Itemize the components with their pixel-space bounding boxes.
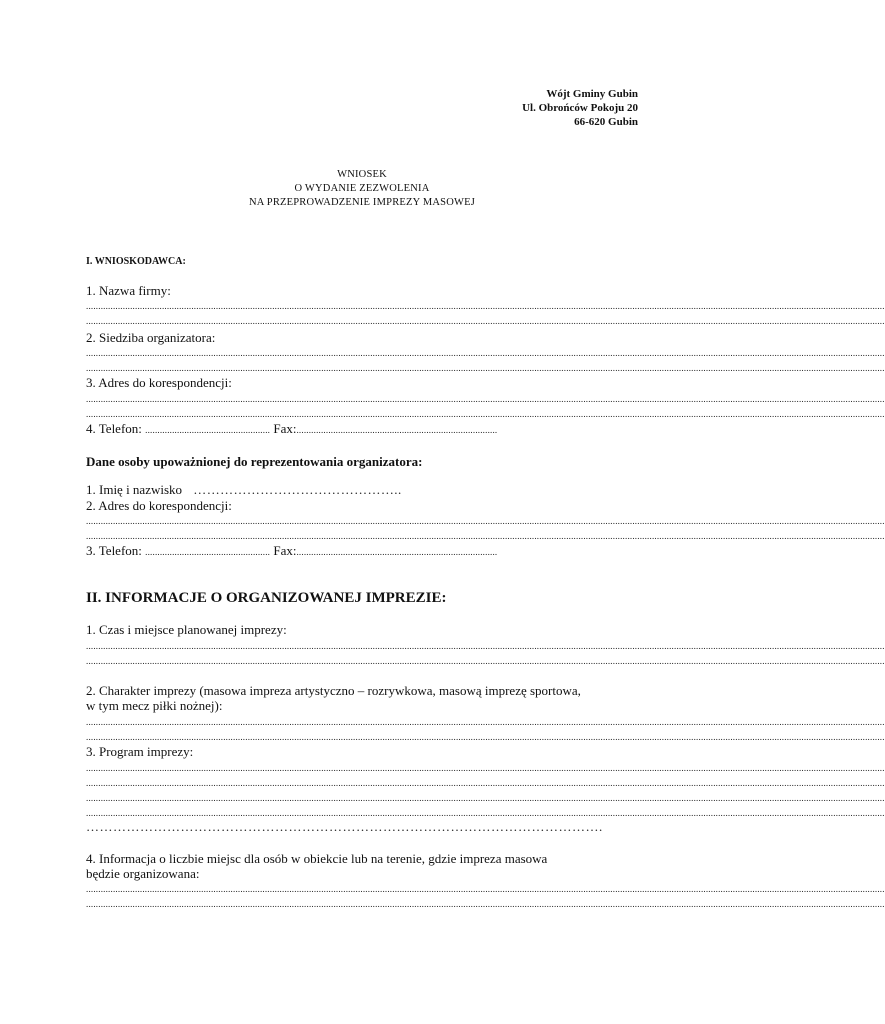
event-character-field-1[interactable]: ...................................................................................................................................................................................................................................................................................................................................... <box>86 717 885 727</box>
program-field-2[interactable]: ...................................................................................................................................................................................................................................................................................................................................... <box>86 778 885 788</box>
event-character-field-2[interactable]: ...................................................................................................................................................................................................................................................................................................................................... <box>86 732 885 742</box>
seats-info-field-2[interactable]: ...................................................................................................................................................................................................................................................................................................................................... <box>86 899 885 909</box>
recipient-name: Wójt Gminy Gubin <box>546 88 638 100</box>
recipient-postal: 66-620 Gubin <box>574 116 638 128</box>
program-field-3[interactable]: ...................................................................................................................................................................................................................................................................................................................................... <box>86 793 885 803</box>
seat-field-2[interactable]: ...................................................................................................................................................................................................................................................................................................................................... <box>86 363 885 373</box>
seats-info-field-1[interactable]: ...................................................................................................................................................................................................................................................................................................................................... <box>86 884 885 894</box>
time-place-field-1[interactable]: ...................................................................................................................................................................................................................................................................................................................................... <box>86 641 885 651</box>
correspondence-address-field-2[interactable]: ...................................................................................................................................................................................................................................................................................................................................... <box>86 409 885 419</box>
representative-name-label: 1. Imię i nazwisko <box>86 482 183 497</box>
representative-address-label: 2. Adres do korespondencji: <box>86 498 232 513</box>
event-character-label-line2: w tym mecz piłki nożnej): <box>86 698 223 713</box>
representative-phone-fax-row <box>86 543 497 559</box>
time-place-label: 1. Czas i miejsce planowanej imprezy: <box>86 622 287 637</box>
time-place-field-2[interactable]: ...................................................................................................................................................................................................................................................................................................................................... <box>86 656 885 666</box>
representative-fax-field[interactable]: .................................................................................. <box>296 547 498 557</box>
company-name-field-1[interactable]: ...................................................................................................................................................................................................................................................................................................................................... <box>86 301 885 311</box>
representative-name-field[interactable]: ……………………………………….. <box>193 482 402 497</box>
phone-fax-row <box>86 421 497 437</box>
program-field-4[interactable]: ...................................................................................................................................................................................................................................................................................................................................... <box>86 808 885 818</box>
seat-field-1[interactable]: ...................................................................................................................................................................................................................................................................................................................................... <box>86 348 885 358</box>
fax-field[interactable]: .................................................................................. <box>296 425 498 435</box>
event-character-label-line1: 2. Charakter imprezy (masowa impreza artystyczno – rozrywkowa, masową imprezę sportowa, <box>86 683 581 698</box>
phone-label: 4. Telefon: <box>86 421 142 436</box>
seat-label: 2. Siedziba organizatora: <box>86 330 216 345</box>
representative-address-field-1[interactable]: ...................................................................................................................................................................................................................................................................................................................................... <box>86 516 885 526</box>
correspondence-address-label: 3. Adres do korespondencji: <box>86 375 232 390</box>
program-field-1[interactable]: ...................................................................................................................................................................................................................................................................................................................................... <box>86 763 885 773</box>
form-title: WNIOSEK <box>337 169 387 180</box>
section-applicant-heading: I. WNIOSKODAWCA: <box>86 256 186 267</box>
representative-phone-label: 3. Telefon: <box>86 543 142 558</box>
section-event-info-heading: II. INFORMACJE O ORGANIZOWANEJ IMPREZIE: <box>86 590 447 606</box>
representative-phone-field[interactable]: ................................................... <box>145 547 271 557</box>
representative-heading: Dane osoby upoważnionej do reprezentowania organizatora: <box>86 454 423 469</box>
representative-fax-label: Fax: <box>273 543 297 558</box>
representative-name-row <box>86 482 402 498</box>
form-title-line3: NA PRZEPROWADZENIE IMPREZY MASOWEJ <box>248 197 476 208</box>
form-title-line2: O WYDANIE ZEZWOLENIA <box>294 183 430 194</box>
company-name-label: 1. Nazwa firmy: <box>86 283 171 298</box>
representative-address-field-2[interactable]: ...................................................................................................................................................................................................................................................................................................................................... <box>86 531 885 541</box>
phone-field[interactable]: ................................................... <box>145 425 271 435</box>
company-name-field-2[interactable]: ...................................................................................................................................................................................................................................................................................................................................... <box>86 316 885 326</box>
correspondence-address-field-1[interactable]: ...................................................................................................................................................................................................................................................................................................................................... <box>86 394 885 404</box>
program-field-5[interactable]: ……………………………………………………………………………………………………. <box>86 819 603 834</box>
fax-label: Fax: <box>273 421 297 436</box>
seats-info-label-line1: 4. Informacja o liczbie miejsc dla osób w obiekcie lub na terenie, gdzie impreza masowa <box>86 851 548 866</box>
recipient-street: Ul. Obrońców Pokoju 20 <box>522 102 638 114</box>
seats-info-label-line2: będzie organizowana: <box>86 866 200 881</box>
program-label: 3. Program imprezy: <box>86 744 194 759</box>
